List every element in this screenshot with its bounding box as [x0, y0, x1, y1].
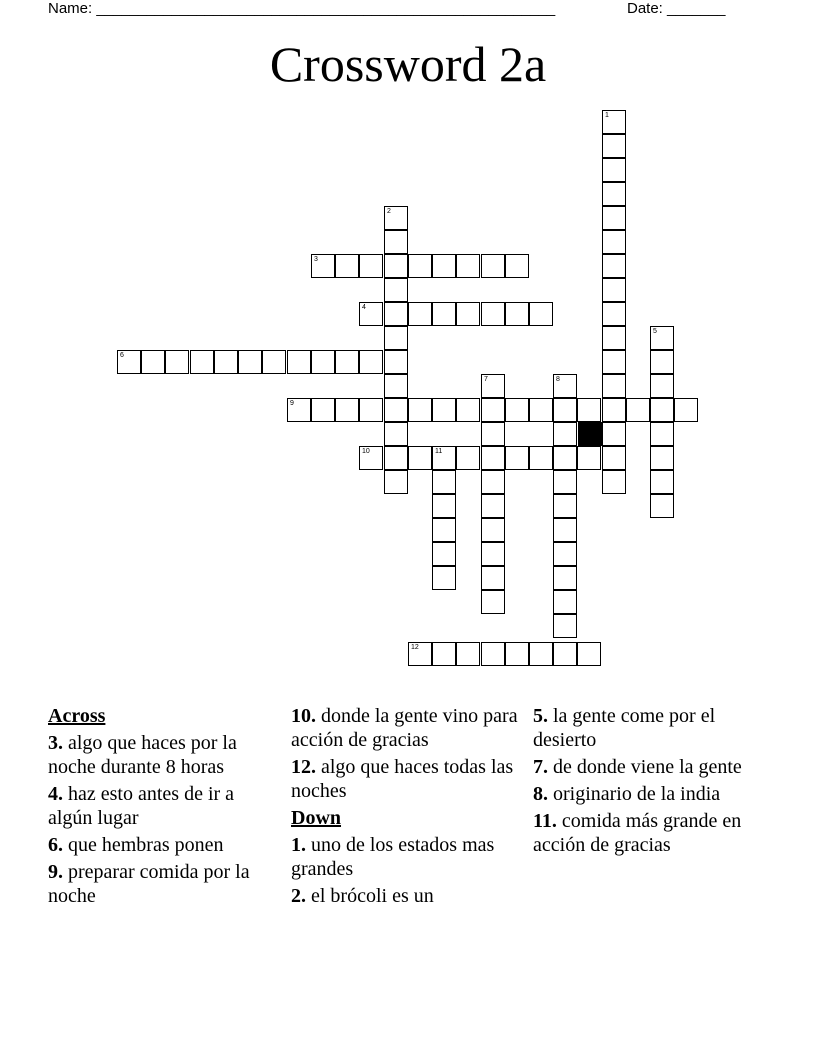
crossword-cell[interactable] — [384, 398, 408, 422]
cell-number: 3 — [314, 256, 318, 263]
crossword-cell[interactable] — [432, 642, 456, 666]
crossword-cell[interactable] — [602, 422, 626, 446]
crossword-cell[interactable] — [287, 350, 311, 374]
crossword-cell[interactable] — [165, 350, 189, 374]
cell-number: 12 — [411, 644, 419, 651]
crossword-cell[interactable] — [456, 398, 480, 422]
crossword-cell[interactable] — [238, 350, 262, 374]
crossword-cell[interactable] — [553, 494, 577, 518]
clues-column-1 — [48, 704, 280, 911]
cell-number: 11 — [435, 448, 443, 455]
crossword-cell[interactable] — [481, 254, 505, 278]
clue-text: la gente come por el desierto — [533, 705, 716, 751]
crossword-cell[interactable] — [650, 326, 674, 350]
clue-number: 10. — [291, 705, 316, 727]
name-field-label: Name: _______________________________________________________ — [48, 0, 556, 17]
crossword-cell[interactable] — [529, 446, 553, 470]
crossword-cell[interactable] — [529, 398, 553, 422]
page-title: Crossword 2a — [269, 36, 547, 92]
crossword-cell[interactable] — [553, 642, 577, 666]
crossword-cell[interactable] — [650, 470, 674, 494]
clue-across-9 — [48, 860, 280, 908]
crossword-cell[interactable] — [626, 398, 650, 422]
crossword-cell[interactable] — [481, 566, 505, 590]
clue-down-1 — [291, 833, 521, 881]
clue-across-6 — [48, 833, 280, 857]
crossword-cell[interactable] — [432, 494, 456, 518]
crossword-cell[interactable] — [602, 110, 626, 134]
crossword-cell[interactable] — [481, 518, 505, 542]
crossword-cell[interactable] — [650, 422, 674, 446]
cell-number: 5 — [653, 328, 657, 335]
crossword-cell[interactable] — [481, 302, 505, 326]
crossword-cell[interactable] — [432, 566, 456, 590]
crossword-cell[interactable] — [602, 254, 626, 278]
crossword-cell[interactable] — [553, 374, 577, 398]
crossword-cell[interactable] — [602, 398, 626, 422]
clue-down-2 — [291, 884, 521, 908]
clue-text: algo que haces por la noche durante 8 horas — [48, 732, 237, 778]
crossword-cell[interactable] — [408, 642, 432, 666]
clue-across-12 — [291, 755, 521, 803]
crossword-cell[interactable] — [384, 470, 408, 494]
crossword-cell[interactable] — [432, 254, 456, 278]
clue-number: 9. — [48, 861, 63, 883]
crossword-cell[interactable] — [359, 302, 383, 326]
crossword-cell[interactable] — [384, 326, 408, 350]
crossword-cell[interactable] — [674, 398, 698, 422]
crossword-cell[interactable] — [650, 494, 674, 518]
crossword-cell[interactable] — [505, 446, 529, 470]
crossword-cell[interactable] — [408, 254, 432, 278]
crossword-cell[interactable] — [432, 302, 456, 326]
crossword-cell[interactable] — [602, 350, 626, 374]
crossword-cell[interactable] — [481, 470, 505, 494]
clue-text: donde la gente vino para acción de gracias — [291, 705, 518, 751]
crossword-cell[interactable] — [602, 374, 626, 398]
clue-across-4 — [48, 782, 280, 830]
clue-text: uno de los estados mas grandes — [291, 834, 495, 880]
clue-text: que hembras ponen — [68, 834, 224, 856]
clue-down-7 — [533, 755, 773, 779]
clues-column-3 — [533, 704, 773, 860]
crossword-cell[interactable] — [214, 350, 238, 374]
crossword-cell[interactable] — [384, 374, 408, 398]
crossword-cell[interactable] — [384, 350, 408, 374]
clue-number: 5. — [533, 705, 548, 727]
crossword-cell[interactable] — [553, 470, 577, 494]
clue-text: algo que haces todas las noches — [291, 756, 514, 802]
clue-text: originario de la india — [553, 783, 721, 805]
crossword-cell[interactable] — [602, 134, 626, 158]
crossword-cell[interactable] — [359, 254, 383, 278]
crossword-cell[interactable] — [481, 374, 505, 398]
crossword-cell[interactable] — [505, 254, 529, 278]
crossword-cell[interactable] — [553, 566, 577, 590]
crossword-cell[interactable] — [384, 278, 408, 302]
crossword-cell[interactable] — [553, 614, 577, 638]
crossword-cell[interactable] — [481, 422, 505, 446]
crossword-cell[interactable] — [650, 350, 674, 374]
clue-number: 8. — [533, 783, 548, 805]
crossword-cell[interactable] — [384, 422, 408, 446]
crossword-cell[interactable] — [359, 350, 383, 374]
cell-number: 2 — [387, 208, 391, 215]
crossword-cell[interactable] — [432, 446, 456, 470]
crossword-cell[interactable] — [384, 302, 408, 326]
crossword-cell[interactable] — [384, 446, 408, 470]
crossword-cell[interactable] — [359, 446, 383, 470]
clue-number: 2. — [291, 885, 306, 907]
clue-down-11 — [533, 809, 773, 857]
crossword-cell[interactable] — [384, 254, 408, 278]
crossword-cell[interactable] — [287, 398, 311, 422]
crossword-cell[interactable] — [311, 398, 335, 422]
crossword-cell[interactable] — [553, 518, 577, 542]
crossword-cell[interactable] — [384, 206, 408, 230]
clue-across-10 — [291, 704, 521, 752]
cell-number: 10 — [362, 448, 370, 455]
clue-text: preparar comida por la noche — [48, 861, 250, 907]
date-field-label: Date: _______ — [627, 0, 726, 17]
crossword-cell[interactable] — [602, 158, 626, 182]
crossword-cell[interactable] — [481, 446, 505, 470]
crossword-cell[interactable] — [553, 446, 577, 470]
crossword-cell[interactable] — [602, 446, 626, 470]
crossword-cell[interactable] — [481, 590, 505, 614]
cell-number: 6 — [120, 352, 124, 359]
crossword-cell[interactable] — [602, 326, 626, 350]
crossword-cell[interactable] — [481, 494, 505, 518]
crossword-cell[interactable] — [602, 470, 626, 494]
clue-number: 3. — [48, 732, 63, 754]
crossword-cell[interactable] — [335, 350, 359, 374]
clue-down-8 — [533, 782, 773, 806]
clue-number: 6. — [48, 834, 63, 856]
clue-number: 12. — [291, 756, 316, 778]
crossword-cell[interactable] — [577, 446, 601, 470]
crossword-cell[interactable] — [456, 254, 480, 278]
crossword-cell[interactable] — [432, 518, 456, 542]
crossword-cell[interactable] — [650, 446, 674, 470]
cell-number: 7 — [484, 376, 488, 383]
crossword-cell[interactable] — [262, 350, 286, 374]
clue-down-5 — [533, 704, 773, 752]
crossword-cell[interactable] — [602, 182, 626, 206]
crossword-cell[interactable] — [602, 278, 626, 302]
crossword-cell[interactable] — [311, 350, 335, 374]
crossword-cell[interactable] — [456, 302, 480, 326]
crossword-cell[interactable] — [602, 230, 626, 254]
crossword-cell[interactable] — [408, 302, 432, 326]
crossword-cell[interactable] — [553, 398, 577, 422]
crossword-cell[interactable] — [335, 254, 359, 278]
cell-number: 1 — [605, 112, 609, 119]
crossword-cell[interactable] — [553, 590, 577, 614]
clue-number: 1. — [291, 834, 306, 856]
crossword-cell[interactable] — [553, 542, 577, 566]
crossword-cell[interactable] — [335, 398, 359, 422]
crossword-cell[interactable] — [456, 446, 480, 470]
crossword-cell[interactable] — [117, 350, 141, 374]
clue-text: comida más grande en acción de gracias — [533, 810, 742, 856]
crossword-cell[interactable] — [432, 398, 456, 422]
crossword-cell[interactable] — [190, 350, 214, 374]
clue-text: haz esto antes de ir a algún lugar — [48, 783, 235, 829]
crossword-cell[interactable] — [311, 254, 335, 278]
cell-number: 4 — [362, 304, 366, 311]
crossword-cell[interactable] — [359, 398, 383, 422]
clue-text: de donde viene la gente — [553, 756, 742, 778]
crossword-cell[interactable] — [529, 642, 553, 666]
crossword-cell[interactable] — [141, 350, 165, 374]
clue-number: 11. — [533, 810, 557, 832]
crossword-cell[interactable] — [602, 302, 626, 326]
cell-number: 8 — [556, 376, 560, 383]
crossword-cell[interactable] — [553, 422, 577, 446]
crossword-cell[interactable] — [650, 398, 674, 422]
crossword-cell[interactable] — [384, 230, 408, 254]
clue-number: 4. — [48, 783, 63, 805]
crossword-cell[interactable] — [505, 642, 529, 666]
crossword-cell[interactable] — [577, 642, 601, 666]
clue-across-3 — [48, 731, 280, 779]
crossword-cell[interactable] — [505, 398, 529, 422]
crossword-cell[interactable] — [456, 642, 480, 666]
crossword-cell[interactable] — [650, 374, 674, 398]
clue-text: el brócoli es un — [311, 885, 434, 907]
down-heading: Down — [291, 807, 342, 829]
crossword-cell[interactable] — [505, 302, 529, 326]
crossword-cell[interactable] — [577, 398, 601, 422]
crossword-cell[interactable] — [432, 470, 456, 494]
crossword-cell[interactable] — [481, 398, 505, 422]
crossword-cell[interactable] — [529, 302, 553, 326]
cell-number: 9 — [290, 400, 294, 407]
crossword-cell[interactable] — [432, 542, 456, 566]
crossword-cell[interactable] — [602, 206, 626, 230]
crossword-cell[interactable] — [481, 642, 505, 666]
clues-column-2 — [291, 704, 521, 911]
crossword-cell[interactable] — [481, 542, 505, 566]
crossword-cell[interactable] — [408, 398, 432, 422]
blocked-cell — [578, 422, 602, 446]
crossword-cell[interactable] — [408, 446, 432, 470]
across-heading: Across — [48, 705, 106, 727]
clue-number: 7. — [533, 756, 548, 778]
